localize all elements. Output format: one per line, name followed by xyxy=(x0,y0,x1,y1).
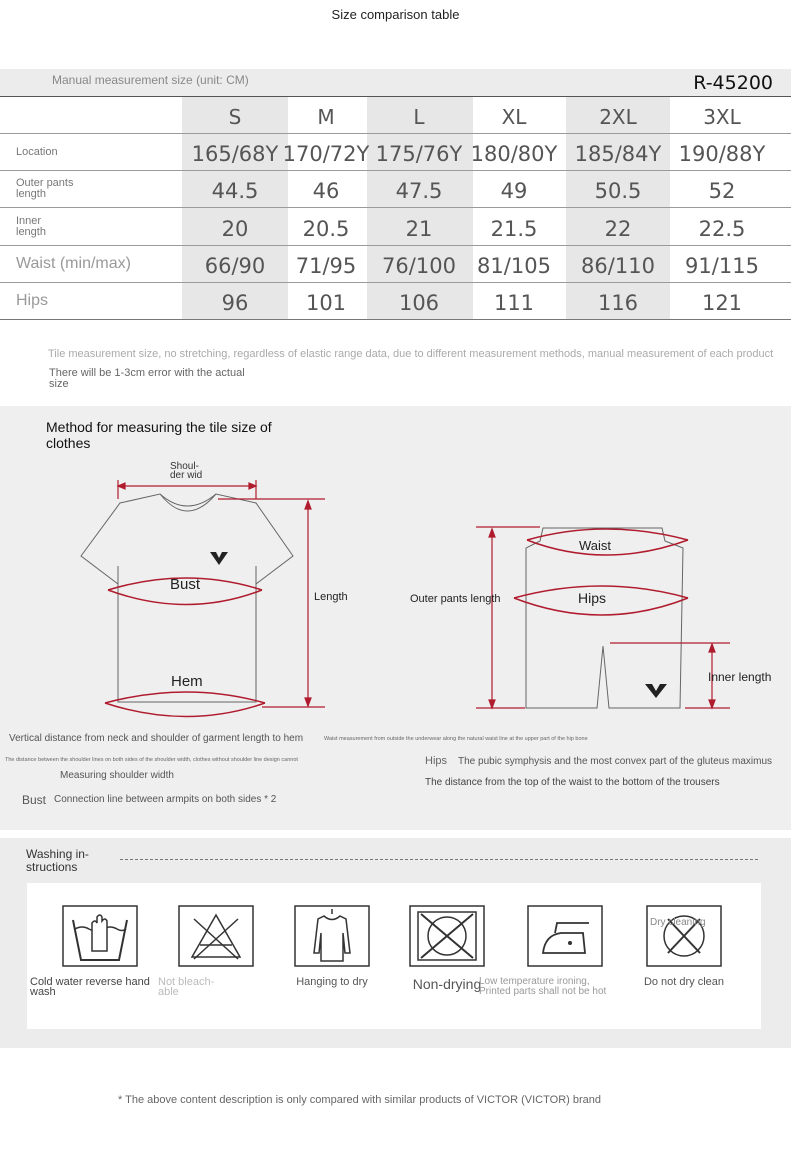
size-header: 2XL xyxy=(599,105,637,129)
outer-length-label: Outer pants length xyxy=(410,593,501,605)
table-cell: 21 xyxy=(405,217,433,241)
no-tumble-dry-icon xyxy=(409,905,485,967)
table-cell: 46 xyxy=(312,179,340,203)
table-cell: 121 xyxy=(701,291,743,315)
shoulder-label: Shoul-der wid xyxy=(170,461,203,481)
washing-label: Not bleach-able xyxy=(158,976,215,998)
shoulder-detail: The distance between the shoulder lines on both sides of the shoulder width, clothes without shoulder line design cannot xyxy=(5,757,298,763)
error-note: There will be 1-3cm error with the actual size xyxy=(49,367,245,390)
table-cell: 71/95 xyxy=(295,254,357,278)
table-cell: 47.5 xyxy=(395,179,443,203)
table-cell: 111 xyxy=(493,291,535,315)
waist-label: Waist xyxy=(579,538,612,553)
method-title: Method for measuring the tile size of clothes xyxy=(46,419,272,451)
table-cell: 86/110 xyxy=(581,254,655,278)
page-title: Size comparison table xyxy=(331,7,460,22)
measurement-method-section xyxy=(0,406,791,830)
table-cell: 20.5 xyxy=(302,217,350,241)
table-cell: 49 xyxy=(500,179,528,203)
table-cell: 22.5 xyxy=(698,217,746,241)
washing-panel xyxy=(27,883,761,1029)
size-header: XL xyxy=(501,105,527,129)
table-cell: 175/76Y xyxy=(375,142,463,166)
table-cell: 44.5 xyxy=(211,179,259,203)
size-header: S xyxy=(228,105,242,129)
bust-description: Connection line between armpits on both sides * 2 xyxy=(54,794,277,805)
washing-label: Hanging to dry xyxy=(296,976,368,988)
length-label: Length xyxy=(314,591,348,603)
dry-clean-overlay: Dry cleaning xyxy=(650,917,706,928)
table-row xyxy=(0,171,791,208)
washing-label: Do not dry clean xyxy=(643,976,725,988)
row-label: Inner length xyxy=(16,215,46,238)
bust-title: Bust xyxy=(22,793,47,807)
size-table xyxy=(0,69,791,320)
size-header: 3XL xyxy=(703,105,741,129)
washing-label: Low temperature ironing, Printed parts shall not be hot xyxy=(479,976,607,997)
no-bleach-icon xyxy=(178,905,254,967)
table-row xyxy=(0,246,791,283)
table-cell: 52 xyxy=(708,179,736,203)
unit-label: Manual measurement size (unit: CM) xyxy=(52,73,249,87)
table-cell: 50.5 xyxy=(594,179,642,203)
inner-length-label: Inner length xyxy=(708,670,772,684)
table-header xyxy=(0,69,791,97)
table-cell: 76/100 xyxy=(382,254,456,278)
table-row xyxy=(0,134,791,171)
tshirt-outline xyxy=(81,494,293,702)
table-cell: 22 xyxy=(604,217,632,241)
shoulder-arrow xyxy=(118,480,256,499)
table-cell: 170/72Y xyxy=(282,142,370,166)
footer-note: * The above content description is only compared with similar products of VICTOR (VICTOR) brand xyxy=(118,1094,601,1106)
size-header: L xyxy=(413,105,425,129)
hem-label: Hem xyxy=(171,673,203,690)
table-cell: 91/115 xyxy=(685,254,759,278)
table-cell: 21.5 xyxy=(490,217,538,241)
table-cell: 81/105 xyxy=(477,254,551,278)
table-cell: 96 xyxy=(221,291,249,315)
shoulder-title: Measuring shoulder width xyxy=(60,770,174,781)
hang-dry-icon xyxy=(294,905,370,967)
size-header-row xyxy=(0,97,791,134)
hips-label: Hips xyxy=(578,590,607,606)
washing-section xyxy=(0,838,791,1048)
bust-label: Bust xyxy=(170,576,201,593)
table-cell: 66/90 xyxy=(204,254,266,278)
table-cell: 101 xyxy=(305,291,347,315)
table-row xyxy=(0,208,791,246)
table-cell: 180/80Y xyxy=(470,142,558,166)
table-cell: 106 xyxy=(398,291,440,315)
divider xyxy=(120,859,758,860)
table-cell: 165/68Y xyxy=(191,142,279,166)
hips-title: Hips xyxy=(425,755,448,767)
row-label: Location xyxy=(16,146,58,158)
pants-length-description: The distance from the top of the waist to the bottom of the trousers xyxy=(425,777,720,788)
washing-label: Cold water reverse hand wash xyxy=(30,976,150,998)
hips-description: The pubic symphysis and the most convex part of the gluteus maximus xyxy=(458,756,773,767)
waist-description: Waist measurement from outside the underwear along the natural waist line at the upper part of the hip bone xyxy=(324,736,588,742)
size-header: M xyxy=(317,105,335,129)
table-cell: 185/84Y xyxy=(574,142,662,166)
washing-title: Washing in-structions xyxy=(26,847,89,874)
table-cell: 116 xyxy=(597,291,639,315)
table-cell: 20 xyxy=(221,217,249,241)
washing-label: Non-drying xyxy=(412,976,482,992)
row-label: Hips xyxy=(16,292,49,309)
table-row xyxy=(0,283,791,320)
table-cell: 190/88Y xyxy=(678,142,766,166)
no-dry-clean-icon xyxy=(646,905,722,967)
row-label: Waist (min/max) xyxy=(16,255,131,272)
low-iron-icon xyxy=(527,905,603,967)
product-code: R-45200 xyxy=(693,72,773,94)
row-label: Outer pants length xyxy=(16,177,74,200)
length-description: Vertical distance from neck and shoulder of garment length to hem xyxy=(9,733,304,744)
measurement-note: Tile measurement size, no stretching, regardless of elastic range data, due to different measurement methods, manual measurement of each product xyxy=(48,348,774,360)
hand-wash-icon xyxy=(62,905,138,967)
